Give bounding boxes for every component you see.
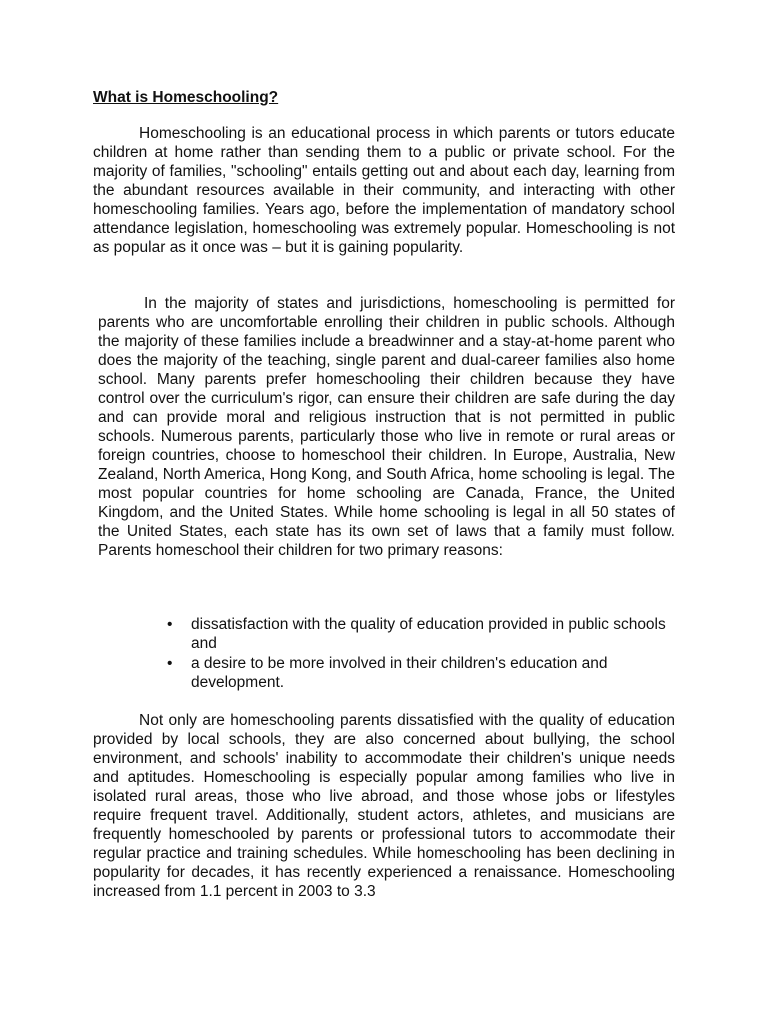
paragraph-concerns: Not only are homeschooling parents dissatisfied with the quality of education provided by local schools, they are also concerned about bullying, the school environment, and schools' inability to accommodate their children's unique needs and aptitudes. Homeschooling is especially popular among families who live in isolated rural areas, those who live abroad, and those whose jobs or lifestyles require frequent travel. Additionally, student actors, athletes, and musicians are frequently homeschooled by parents or professional tutors to accommodate their regular practice and training schedules. While homeschooling has been declining in popularity for decades, it has recently experienced a renaissance. Homeschooling increased from 1.1 percent in 2003 to 3.3 (93, 712, 675, 900)
list-item (166, 654, 675, 692)
bullet-icon: • (167, 616, 173, 633)
paragraph-intro: Homeschooling is an educational process in which parents or tutors educate children at home rather than sending them to a public or private school. For the majority of families, "schooling" entails getting out and about each day, learning from the abundant resources available in their community, and interacting with other homeschooling families. Years ago, before the implementation of mandatory school attendance legislation, homeschooling was extremely popular. Homeschooling is not as popular as it once was – but it is gaining popularity. (93, 125, 675, 256)
reasons-bullet-list (166, 615, 675, 693)
list-item-text: a desire to be more involved in their children's education and development. (191, 655, 608, 691)
list-item (166, 615, 675, 653)
list-item-text: dissatisfaction with the quality of education provided in public schools and (191, 616, 666, 652)
document-title: What is Homeschooling? (93, 89, 279, 106)
paragraph-legality: In the majority of states and jurisdictions, homeschooling is permitted for parents who are uncomfortable enrolling their children in public schools. Although the majority of these families include a breadwinner and a stay-at-home parent who does the majority of the teaching, single parent and dual-career families also home school. Many parents prefer homeschooling their children because they have control over the curriculum's rigor, can ensure their children are safe during the day and can provide moral and religious instruction that is not permitted in public schools. Numerous parents, particularly those who live in remote or rural areas or foreign countries, choose to homeschool their children. In Europe, Australia, New Zealand, North America, Hong Kong, and South Africa, home schooling is legal. The most popular countries for home schooling are Canada, France, the United Kingdom, and the United States. While home schooling is legal in all 50 states of the United States, each state has its own set of laws that a family must follow. Parents homeschool their children for two primary reasons: (98, 295, 675, 559)
bullet-icon: • (167, 655, 173, 672)
